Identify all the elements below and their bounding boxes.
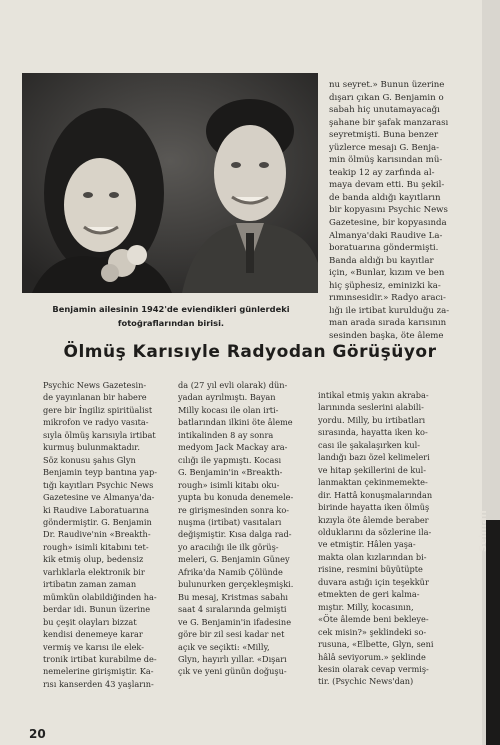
column-3-line: etmekten de geri kalma-: [318, 589, 420, 600]
right-top-column-line: bir kopyasını Psychic News: [329, 205, 448, 216]
right-top-column-line: sabah hiç unutamayacağı: [329, 105, 440, 116]
right-top-column: [329, 79, 471, 342]
column-2-line: G. Benjamin'in «Breakth-: [178, 467, 283, 478]
column-1: [43, 379, 169, 690]
column-3-line: risine, resmini büyütüpte: [318, 564, 423, 575]
column-1-line: göndermiştir. G. Benjamin: [43, 516, 152, 527]
column-1-line: ki Raudive Laboratuarına: [43, 504, 150, 515]
column-1-line: mikrofon ve radyo vasıta-: [43, 417, 149, 428]
column-3-line: mıştır. Milly, kocasının,: [318, 601, 414, 612]
column-3-line: lanmaktan çekinmemekte-: [318, 477, 428, 488]
column-2-line: göre bir zil sesi kadar net: [178, 629, 285, 640]
column-2-line: medyom Jack Mackay ara-: [178, 442, 288, 453]
column-3-line: larınında seslerini alabili-: [318, 402, 424, 413]
column-2-line: yupta bu konuda denemele-: [178, 492, 294, 503]
column-1-line: mümkün olabildiğinden ha-: [43, 591, 157, 602]
column-1-line: Gazetesine ve Almanya'da-: [43, 492, 155, 503]
column-3-line: kızıyla öte âlemde beraber: [318, 514, 429, 525]
caption-line-2: fotoğraflarından birisi.: [117, 318, 225, 328]
right-top-column-line: teakip 12 ay zarfında al-: [329, 167, 435, 178]
photo-caption: [28, 302, 314, 330]
column-2-line: cılığı ile yapmıştı. Kocası: [178, 454, 282, 465]
column-3-line: makta olan kızlarından bi-: [318, 551, 427, 562]
column-1-line: varlıklarla elektronik bir: [43, 566, 145, 577]
column-1-line: nemelerine girişmiştir. Ka-: [43, 666, 154, 677]
column-3-line: intikal etmiş yakın akraba-: [318, 390, 429, 400]
column-2-line: bulunurken gerçekleşmişki.: [178, 579, 294, 590]
column-1-line: kendisi denemeye karar: [43, 629, 143, 640]
column-2-line: çık ve yeni günün doğuşu-: [178, 666, 287, 677]
right-top-column-line: yüzlerce mesajı G. Benja-: [329, 142, 440, 153]
column-2-line: da (27 yıl evli olarak) dün-: [178, 380, 288, 390]
column-1-line: de yayınlanan bir habere: [43, 392, 147, 403]
column-1-line: tığı kayıtları Psychic News: [43, 479, 154, 490]
column-3-line: cası ile şakalaşırken kul-: [318, 439, 421, 450]
column-1-line: kik etmiş olup, bedensiz: [43, 554, 144, 565]
column-3-line: dir. Hattâ konuşmalarından: [318, 489, 433, 500]
column-2-line: batlarından ilkini öte âleme: [178, 417, 293, 428]
column-1-line: kurmuş bulunmaktadır.: [43, 442, 140, 453]
column-3-line: cek misin?» şeklindeki so-: [318, 626, 427, 637]
column-3-line: hâlâ seviyorum.» şeklinde: [318, 651, 426, 662]
right-top-column-line: Banda aldığı bu kayıtlar: [329, 255, 434, 266]
column-3-line: tir. (Psychic News'dan): [318, 676, 414, 687]
column-2-line: intikalinden 8 ay sonra: [178, 429, 274, 440]
article-headline: Ölmüş Karısıyle Radyodan Görüşüyor: [63, 342, 437, 362]
right-top-column-line: boratuarına göndermişti.: [329, 243, 439, 254]
caption-line-1: Benjamin ailesinin 1942'de eviendikleri günlerdeki: [52, 304, 290, 314]
column-3-line: birinde hayatta iken ölmüş: [318, 502, 430, 513]
column-3-line: duvara astığı için teşekkür: [318, 576, 429, 587]
column-2-line: Bu mesaj, Kristmas sabahı: [178, 591, 289, 602]
right-top-column-line: şahane bir şafak manzarası: [329, 117, 449, 128]
right-top-column-line: rımınsesidir.» Radyo aracı-: [329, 293, 446, 304]
right-top-column-line: nu seyret.» Bunun üzerine: [329, 80, 445, 90]
column-1-line: rısı kanserden 43 yaşların-: [43, 678, 154, 689]
column-1-line: Dr. Raudive'nin «Breakth-: [43, 529, 151, 540]
column-1-line: vermiş ve karısı ile elek-: [43, 641, 145, 652]
adjacent-page-strip: [486, 520, 500, 745]
column-2-line: Afrika'da Namib Çölünde: [178, 566, 283, 577]
column-3-line: «Öte âlemde beni bekleye-: [318, 614, 429, 625]
column-3-line: ve etmiştir. Hâlen yaşa-: [318, 539, 416, 550]
column-2-line: meleri, G. Benjamin Güney: [178, 554, 290, 565]
right-top-column-line: seyretmişti. Buna benzer: [329, 130, 439, 141]
column-3-line: ve hitap şekillerini de kul-: [318, 464, 427, 475]
column-3-line: landığı bazı özel kelimeleri: [318, 452, 430, 463]
column-2-line: saat 4 sıralarında gelmişti: [178, 604, 287, 615]
column-1-line: berdar idi. Bunun üzerine: [43, 604, 151, 615]
adjacent-page-label: Selman: [478, 510, 489, 552]
column-1-line: sıyla ölmüş karısıyla irtibat: [43, 429, 156, 440]
column-3-line: olduklarını da sözlerine ila-: [318, 526, 432, 537]
column-2-line: yadan ayrılmıştı. Bayan: [178, 392, 276, 403]
right-top-column-line: sesinden başka, öte âleme: [329, 330, 444, 341]
column-3-line: yordu. Milly, bu irtibatları: [318, 414, 426, 425]
right-top-column-line: lığı ile irtibat kurulduğu za-: [329, 305, 450, 316]
column-1-line: irtibatın zaman zaman: [43, 579, 137, 590]
right-top-column-line: man arada sırada karısının: [329, 318, 447, 329]
column-2-line: ve G. Benjamin'in ifadesine: [178, 616, 292, 627]
column-3-line: sırasında, hayatta iken ko-: [318, 427, 428, 438]
column-3: [318, 389, 466, 688]
column-2-line: rough» isimli kitabı oku-: [178, 479, 280, 490]
right-top-column-line: hiç şüphesiz, eminizki ka-: [329, 280, 441, 291]
column-1-line: bu çeşit olayları bizzat: [43, 616, 137, 627]
column-2-line: re girişmesinden sonra ko-: [178, 504, 290, 515]
right-top-column-line: Gazetesine, bir kopyasında: [329, 218, 447, 229]
right-top-column-line: min ölmüş karısından mü-: [329, 155, 443, 166]
column-3-line: rusuna, «Elbette, Glyn, seni: [318, 639, 434, 650]
couple-photo: [22, 73, 318, 293]
column-2-line: yo aracılığı ile ilk görüş-: [178, 541, 279, 552]
column-2-line: nuşma (irtibat) vasıtaları: [178, 516, 282, 527]
column-1-line: rough» isimli kitabını tet-: [43, 541, 149, 552]
column-1-line: gere bir İngiliz spiritüalist: [43, 404, 153, 415]
right-top-column-line: maya devam etti. Bu şekil-: [329, 180, 445, 191]
right-top-column-line: için, «Bunlar, kızım ve ben: [329, 268, 445, 279]
right-top-column-line: de banda aldığı kayıtların: [329, 192, 441, 203]
column-1-line: tronik irtibat kurabilme de-: [43, 653, 157, 664]
column-2-line: Milly kocası ile olan irti-: [178, 404, 279, 415]
column-1-line: Söz konusu şahıs Glyn: [43, 454, 136, 465]
couple-photo-image: [22, 73, 318, 293]
column-1-line: Psychic News Gazetesin-: [43, 380, 147, 390]
column-2: [178, 379, 311, 678]
column-2-line: değişmiştir. Kısa dalga rad-: [178, 529, 292, 540]
right-top-column-line: Almanya'daki Raudive La-: [329, 230, 443, 241]
column-3-line: kesin olarak cevap vermiş-: [318, 663, 429, 674]
column-2-line: Glyn, hayırlı yıllar. «Dışarı: [178, 653, 287, 664]
column-1-line: Benjamin teyp bantına yap-: [43, 467, 157, 478]
page-number: 20: [29, 727, 46, 741]
column-2-line: açık ve seçikti: «Milly,: [178, 641, 270, 652]
right-top-column-line: dışarı çıkan G. Benjamin o: [329, 92, 444, 103]
